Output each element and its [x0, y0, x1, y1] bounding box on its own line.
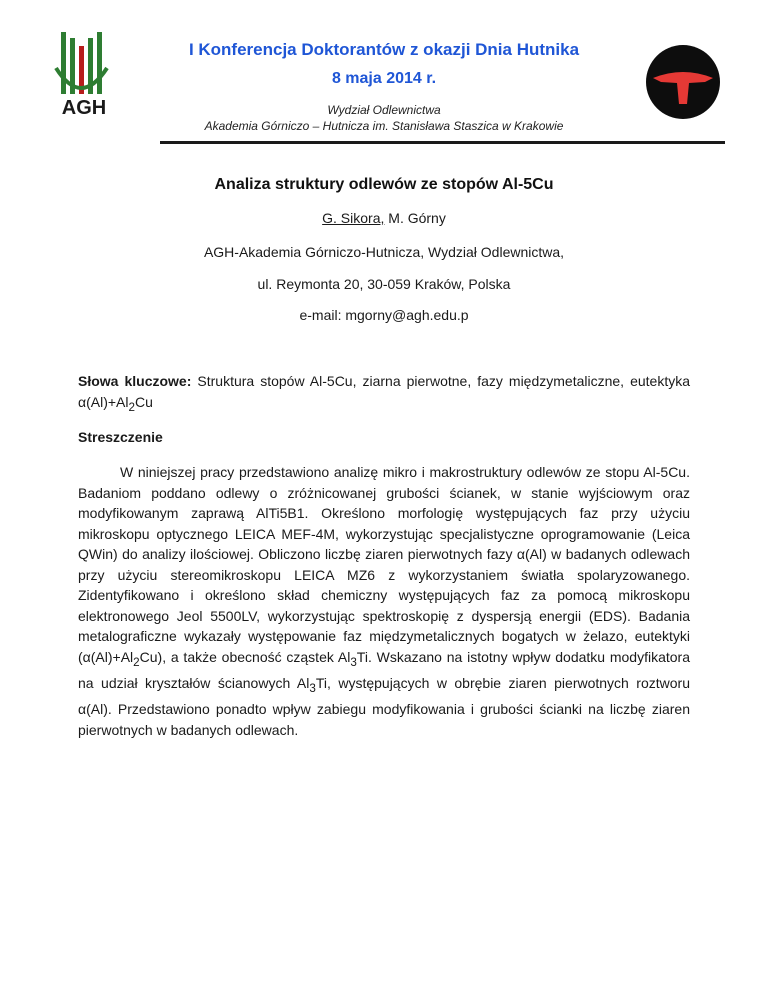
- abstract-heading: Streszczenie: [78, 429, 163, 445]
- paper-title: Analiza struktury odlewów ze stopów Al-5Cu: [214, 176, 554, 193]
- author-primary: G. Sikora,: [322, 210, 385, 226]
- abstract-body: [78, 462, 690, 740]
- conference-title: I Konferencja Doktorantów z okazji Dnia Hutnika: [188, 40, 580, 59]
- svg-text:AGH: AGH: [61, 97, 107, 118]
- abstract-part-1: W niniejszej pracy przedstawiono analizę mikro i makrostruktury odlewów ze stopu Al-5Cu. Badaniom poddano odlewy o zróżnicowanej grubości ścianek, w stanie wyjściowym oraz modyfikowanym zaprawą AlTi5B1. Określono morfologię występujących faz przy użyciu mikroskopu optycznego LEICA MEF-4M, wykorzystując specjalistyczne oprogramowanie (Leica QWin) do analizy ilościowej. Obliczono liczbę ziaren pierwotnych fazy α(Al) w badanych odlewach przy użyciu stereomikroskopu LEICA MZ6 z wykorzystaniem światła spolaryzowanego. Zidentyfikowano i określono skład chemiczny występujących faz za pomocą mikroskopu elektronowego Jeol 5500LV, wykorzystując spektroskopię z dyspersją energii (EDS). Badania metalograficzne wykazały występowanie faz międzymetalicznych bogatych w żelazo, eutektyki (α(Al)+Al: [78, 464, 690, 665]
- conference-date: 8 maja 2014 r.: [331, 70, 437, 87]
- author-secondary: M. Górny: [384, 210, 446, 226]
- abstract-sub-1: 2: [133, 655, 140, 669]
- affiliation: AGH-Akademia Górniczo-Hutnicza, Wydział Odlewnictwa,: [203, 244, 565, 260]
- university-name: Akademia Górniczo – Hutnicza im. Stanisława Staszica w Krakowie: [204, 119, 564, 133]
- keywords-label: Słowa kluczowe:: [78, 373, 192, 389]
- keywords-end: Cu: [134, 394, 153, 410]
- keywords-subscript: 2: [128, 400, 135, 414]
- faculty-name: Wydział Odlewnictwa: [327, 103, 441, 117]
- abstract-sub-3: 3: [309, 681, 316, 695]
- abstract-part-4: Ti, występujących w obrębie ziaren pierwotnych roztworu α(Al). Przedstawiono ponadto wpływ zabiegu modyfikowania i grubości ścianki na liczbę ziaren pierwotnych w badanych odlewach.: [78, 674, 690, 738]
- header-divider: [160, 141, 725, 144]
- abstract-part-2: Cu), a także obecność cząstek Al: [139, 648, 351, 665]
- authors: [0, 210, 768, 226]
- abstract-part-3: Ti. Wskazano na istotny wpływ dodatku modyfikatora na udział kryształów ścianowych Al: [78, 648, 690, 691]
- keywords: [78, 371, 690, 418]
- keywords-text: Struktura stopów Al-5Cu, ziarna pierwotne, fazy międzymetaliczne, eutektyka α(Al)+Al: [78, 373, 690, 410]
- abstract-sub-2: 3: [350, 655, 357, 669]
- address: ul. Reymonta 20, 30-059 Kraków, Polska: [257, 276, 511, 292]
- email: e-mail: mgorny@agh.edu.p: [299, 307, 469, 323]
